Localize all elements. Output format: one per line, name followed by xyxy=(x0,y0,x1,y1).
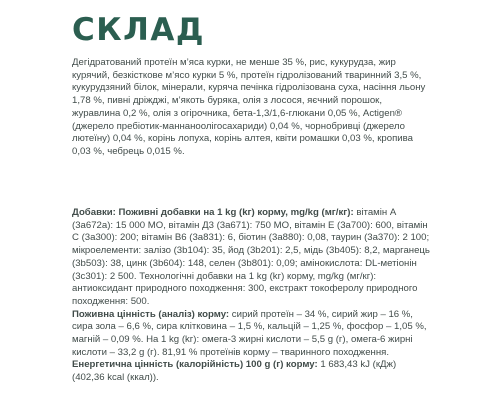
page-title: СКЛАД xyxy=(72,12,205,48)
ingredients-text: Дегідратований протеїн м’яса курки, не менше 35 %, рис, кукурудза, жир курячий, безкісткове м’ясо курки 5 %, протеїн гідролізований тваринний 3,5 %, кукурудзяний білок, мінерали, куряча печінка гідролізована суха, насіння льону 1,78 %, пивні дріжджі, м’якоть буряка, олія з лосося, яєчний порошок, журавлина 0,2 %, олія з огірочника, бета-1,3/1,6-глюкани 0,05 %, Actigen® (джерело пребіотик-маннаноолігосахариди) 0,04 %, чорнобривці (джерело лютеїну) 0,04 %, корінь лопуха, корінь алтея, квіти ромашки 0,03 %, кропива 0,03 %, чебрець 0,015 %. xyxy=(72,57,426,157)
nutrition-text: сирий протеїн – 34 %, сирий жир – 16 %, сира зола – 6,6 %, сира клітковина – 1,5 %, кальцій – 1,25 %, фосфор – 1,05 %, магній – 0,09 %. На 1 kg (kг): омега-3 жирні кислоти – 5,5 g (г), омега-6 жирні кислоти – 33,2 g (г). 81,91 % протеїнів корму – тваринного походження. xyxy=(72,308,427,358)
nutrition-paragraph xyxy=(72,309,430,360)
additives-paragraph xyxy=(72,207,430,309)
energy-paragraph xyxy=(72,359,430,384)
nutrition-label: Поживна цінність (аналіз) корму: xyxy=(72,308,230,320)
additives-text: вітамін А (3a672a): 15 000 МО, вітамін Д3 (3a671): 750 МО, вітамін Е (3a700): 600, вітамін С (3a300): 200; вітамін В6 (3a831): 6, біотин (3a880): 0,08, таурин (3a370): 2 100; мікроелементи: залізо (3b104): 35, йод (3b201): 2,5, мідь (3b405): 8,2, марганець (3b503): 38, цинк (3b604): 148, селен (3b801): 0,09; амінокислота: DL-метіонін (3c301): 2 500. Технологічні добавки на 1 kg (kг) корму, mg/kg (мг/кг): антиоксидант природного походження: 300, екстракт токоферолу природного походження: 500. xyxy=(72,207,430,307)
energy-text: 1 683,43 kJ (кДж) (402,36 kcal (ккал)). xyxy=(72,359,397,384)
additives-label: Добавки: Поживні добавки на 1 kg (kг) корму, mg/kg (мг/кг): xyxy=(72,207,354,218)
ingredients-paragraph xyxy=(72,57,430,159)
nutrition-details xyxy=(72,207,430,385)
energy-label: Енергетична цінність (калорійність) 100 g (г) корму: xyxy=(72,359,318,371)
